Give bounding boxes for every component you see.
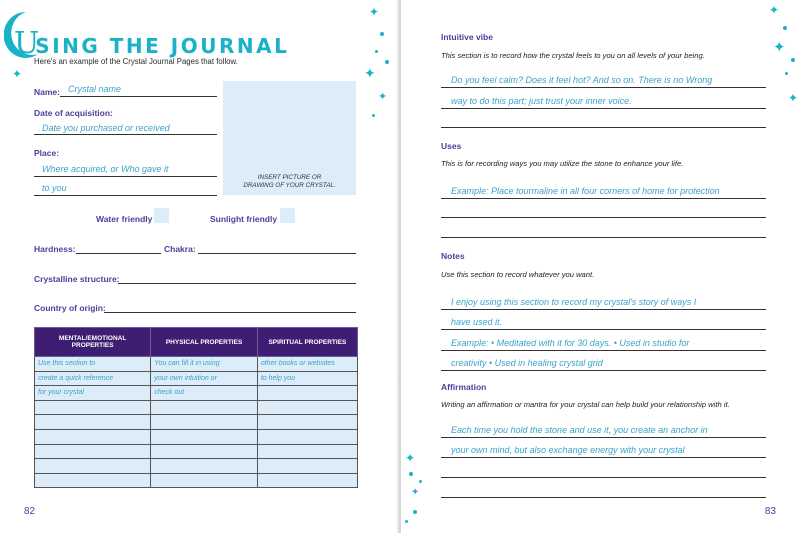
dot-decoration: [419, 480, 422, 483]
uses-rule-2[interactable]: [441, 217, 766, 218]
notes-heading: Notes: [441, 251, 465, 261]
picture-box[interactable]: [223, 81, 356, 195]
vibe-line-1: Do you feel calm? Does it feel hot? And so on. There is no Wrong: [451, 75, 713, 85]
uses-line-1: Example: Place tourmaline in all four corners of home for protection: [451, 186, 720, 196]
table-cell[interactable]: [151, 415, 258, 430]
sunlight-friendly-label: Sunlight friendly: [210, 214, 278, 224]
table-cell[interactable]: [257, 429, 357, 444]
table-row: [35, 459, 358, 474]
sparkle-icon: ✦: [12, 67, 23, 81]
place-value-1: Where acquired, or Who gave it: [42, 164, 169, 174]
table-cell[interactable]: [151, 473, 258, 488]
title-initial: U: [14, 26, 40, 61]
table-cell[interactable]: [257, 444, 357, 459]
page-number-right: 83: [764, 506, 776, 517]
dot-decoration: [375, 50, 378, 53]
uses-rule-3[interactable]: [441, 237, 766, 238]
affirmation-rule-2[interactable]: [441, 457, 766, 458]
table-cell[interactable]: [151, 400, 258, 415]
vibe-line-2: way to do this part; just trust your inner voice.: [451, 96, 632, 106]
picture-caption-2: DRAWING OF YOUR CRYSTAL.: [243, 182, 336, 189]
table-cell[interactable]: [35, 444, 151, 459]
table-cell[interactable]: You can fill it in using: [151, 357, 258, 372]
dot-decoration: [405, 520, 408, 523]
left-page: [0, 0, 399, 533]
table-cell[interactable]: other books or websites: [257, 357, 357, 372]
table-cell[interactable]: [257, 386, 357, 401]
properties-table: [34, 327, 358, 488]
notes-rule-4[interactable]: [441, 370, 766, 371]
sparkle-icon: ✦: [364, 65, 376, 81]
page-number-left: 82: [24, 506, 36, 517]
table-header-row: [35, 328, 358, 357]
table-row: [35, 400, 358, 415]
table-cell[interactable]: [257, 473, 357, 488]
table-cell[interactable]: Use this section to: [35, 357, 151, 372]
table-row: [35, 429, 358, 444]
affirmation-description: Writing an affirmation or mantra for your crystal can help build your relationship with it.: [441, 400, 730, 409]
vibe-rule-1[interactable]: [441, 87, 766, 88]
hardness-line[interactable]: [76, 253, 161, 254]
name-label: Name:: [34, 87, 60, 97]
dot-decoration: [409, 472, 413, 476]
structure-label: Crystalline structure:: [34, 274, 120, 284]
notes-description: Use this section to record whatever you want.: [441, 270, 595, 279]
dot-decoration: [385, 60, 389, 64]
vibe-rule-3[interactable]: [441, 127, 766, 128]
table-cell[interactable]: [257, 400, 357, 415]
table-row: [35, 357, 358, 372]
acquisition-label: Date of acquisition:: [34, 108, 113, 118]
intro-text: Here's an example of the Crystal Journal Pages that follow.: [34, 57, 238, 66]
place-line-2[interactable]: [34, 195, 217, 196]
table-cell[interactable]: [35, 415, 151, 430]
place-line-1[interactable]: [34, 176, 217, 177]
sparkle-icon: ✦: [769, 3, 780, 17]
vibe-description: This section is to record how the crystal feels to you on all levels of your being.: [441, 51, 705, 60]
acquisition-line[interactable]: [34, 134, 217, 135]
notes-line-3: Example: • Meditated with it for 30 days. • Used in studio for: [451, 338, 690, 348]
table-cell[interactable]: to help you: [257, 371, 357, 386]
sparkle-icon: ✦: [788, 91, 799, 105]
vibe-heading: Intuitive vibe: [441, 32, 493, 42]
uses-heading: Uses: [441, 141, 462, 151]
table-cell[interactable]: [35, 459, 151, 474]
notes-rule-3[interactable]: [441, 350, 766, 351]
affirmation-line-2: your own mind, but also exchange energy with your crystal: [451, 445, 685, 455]
table-cell[interactable]: your own intuition or: [151, 371, 258, 386]
origin-line[interactable]: [104, 312, 356, 313]
place-label: Place:: [34, 148, 60, 158]
dot-decoration: [413, 510, 417, 514]
affirmation-line-1: Each time you hold the stone and use it, you create an anchor in: [451, 425, 708, 435]
table-row: [35, 444, 358, 459]
affirmation-rule-3[interactable]: [441, 477, 766, 478]
sparkle-icon: ✦: [773, 39, 786, 56]
table-cell[interactable]: [151, 444, 258, 459]
table-row: [35, 473, 358, 488]
affirmation-heading: Affirmation: [441, 382, 487, 392]
table-row: [35, 415, 358, 430]
right-page: [401, 0, 800, 533]
sparkle-icon: ✦: [411, 487, 420, 498]
vibe-rule-2[interactable]: [441, 108, 766, 109]
sparkle-icon: ✦: [369, 5, 380, 19]
table-cell[interactable]: check out: [151, 386, 258, 401]
table-cell[interactable]: for your crystal: [35, 386, 151, 401]
header-mental: MENTAL/EMOTIONAL PROPERTIES: [35, 328, 151, 357]
table-cell[interactable]: [257, 459, 357, 474]
page-title: [14, 26, 293, 61]
hardness-label: Hardness:: [34, 244, 76, 254]
notes-line-2: have used it.: [451, 317, 503, 327]
table-cell[interactable]: [35, 400, 151, 415]
sparkle-icon: ✦: [405, 451, 416, 465]
notes-rule-1[interactable]: [441, 309, 766, 310]
table-cell[interactable]: [151, 459, 258, 474]
table-row: [35, 371, 358, 386]
dot-decoration: [783, 26, 787, 30]
dot-decoration: [372, 114, 375, 117]
header-physical: PHYSICAL PROPERTIES: [151, 328, 258, 357]
dot-decoration: [791, 58, 795, 62]
affirmation-rule-4[interactable]: [441, 497, 766, 498]
origin-label: Country of origin:: [34, 303, 106, 313]
table-cell[interactable]: [35, 429, 151, 444]
notes-line-1: I enjoy using this section to record my crystal's story of ways I: [451, 297, 697, 307]
acquisition-value: Date you purchased or received: [42, 123, 170, 133]
title-rest: SING THE JOURNAL: [35, 34, 290, 58]
uses-description: This is for recording ways you may utilize the stone to enhance your life.: [441, 159, 684, 168]
notes-line-4: creativity • Used in healing crystal grid: [451, 358, 603, 368]
affirmation-rule-1[interactable]: [441, 437, 766, 438]
sparkle-icon: ✦: [378, 91, 388, 103]
dot-decoration: [380, 32, 384, 36]
table-cell[interactable]: [151, 429, 258, 444]
uses-rule-1[interactable]: [441, 198, 766, 199]
notes-rule-2[interactable]: [441, 329, 766, 330]
dot-decoration: [785, 72, 788, 75]
name-line[interactable]: [60, 96, 217, 97]
table-cell[interactable]: [257, 415, 357, 430]
header-spiritual: SPIRITUAL PROPERTIES: [257, 328, 357, 357]
water-friendly-checkbox[interactable]: [154, 208, 169, 223]
table-cell[interactable]: create a quick reference: [35, 371, 151, 386]
picture-caption-1: INSERT PICTURE OR: [257, 174, 322, 181]
sunlight-friendly-checkbox[interactable]: [280, 208, 295, 223]
place-value-2: to you: [42, 183, 67, 193]
water-friendly-label: Water friendly: [96, 214, 153, 224]
name-value: Crystal name: [68, 84, 122, 94]
structure-line[interactable]: [118, 283, 356, 284]
table-row: [35, 386, 358, 401]
table-cell[interactable]: [35, 473, 151, 488]
chakra-label: Chakra:: [164, 244, 196, 254]
chakra-line[interactable]: [198, 253, 356, 254]
